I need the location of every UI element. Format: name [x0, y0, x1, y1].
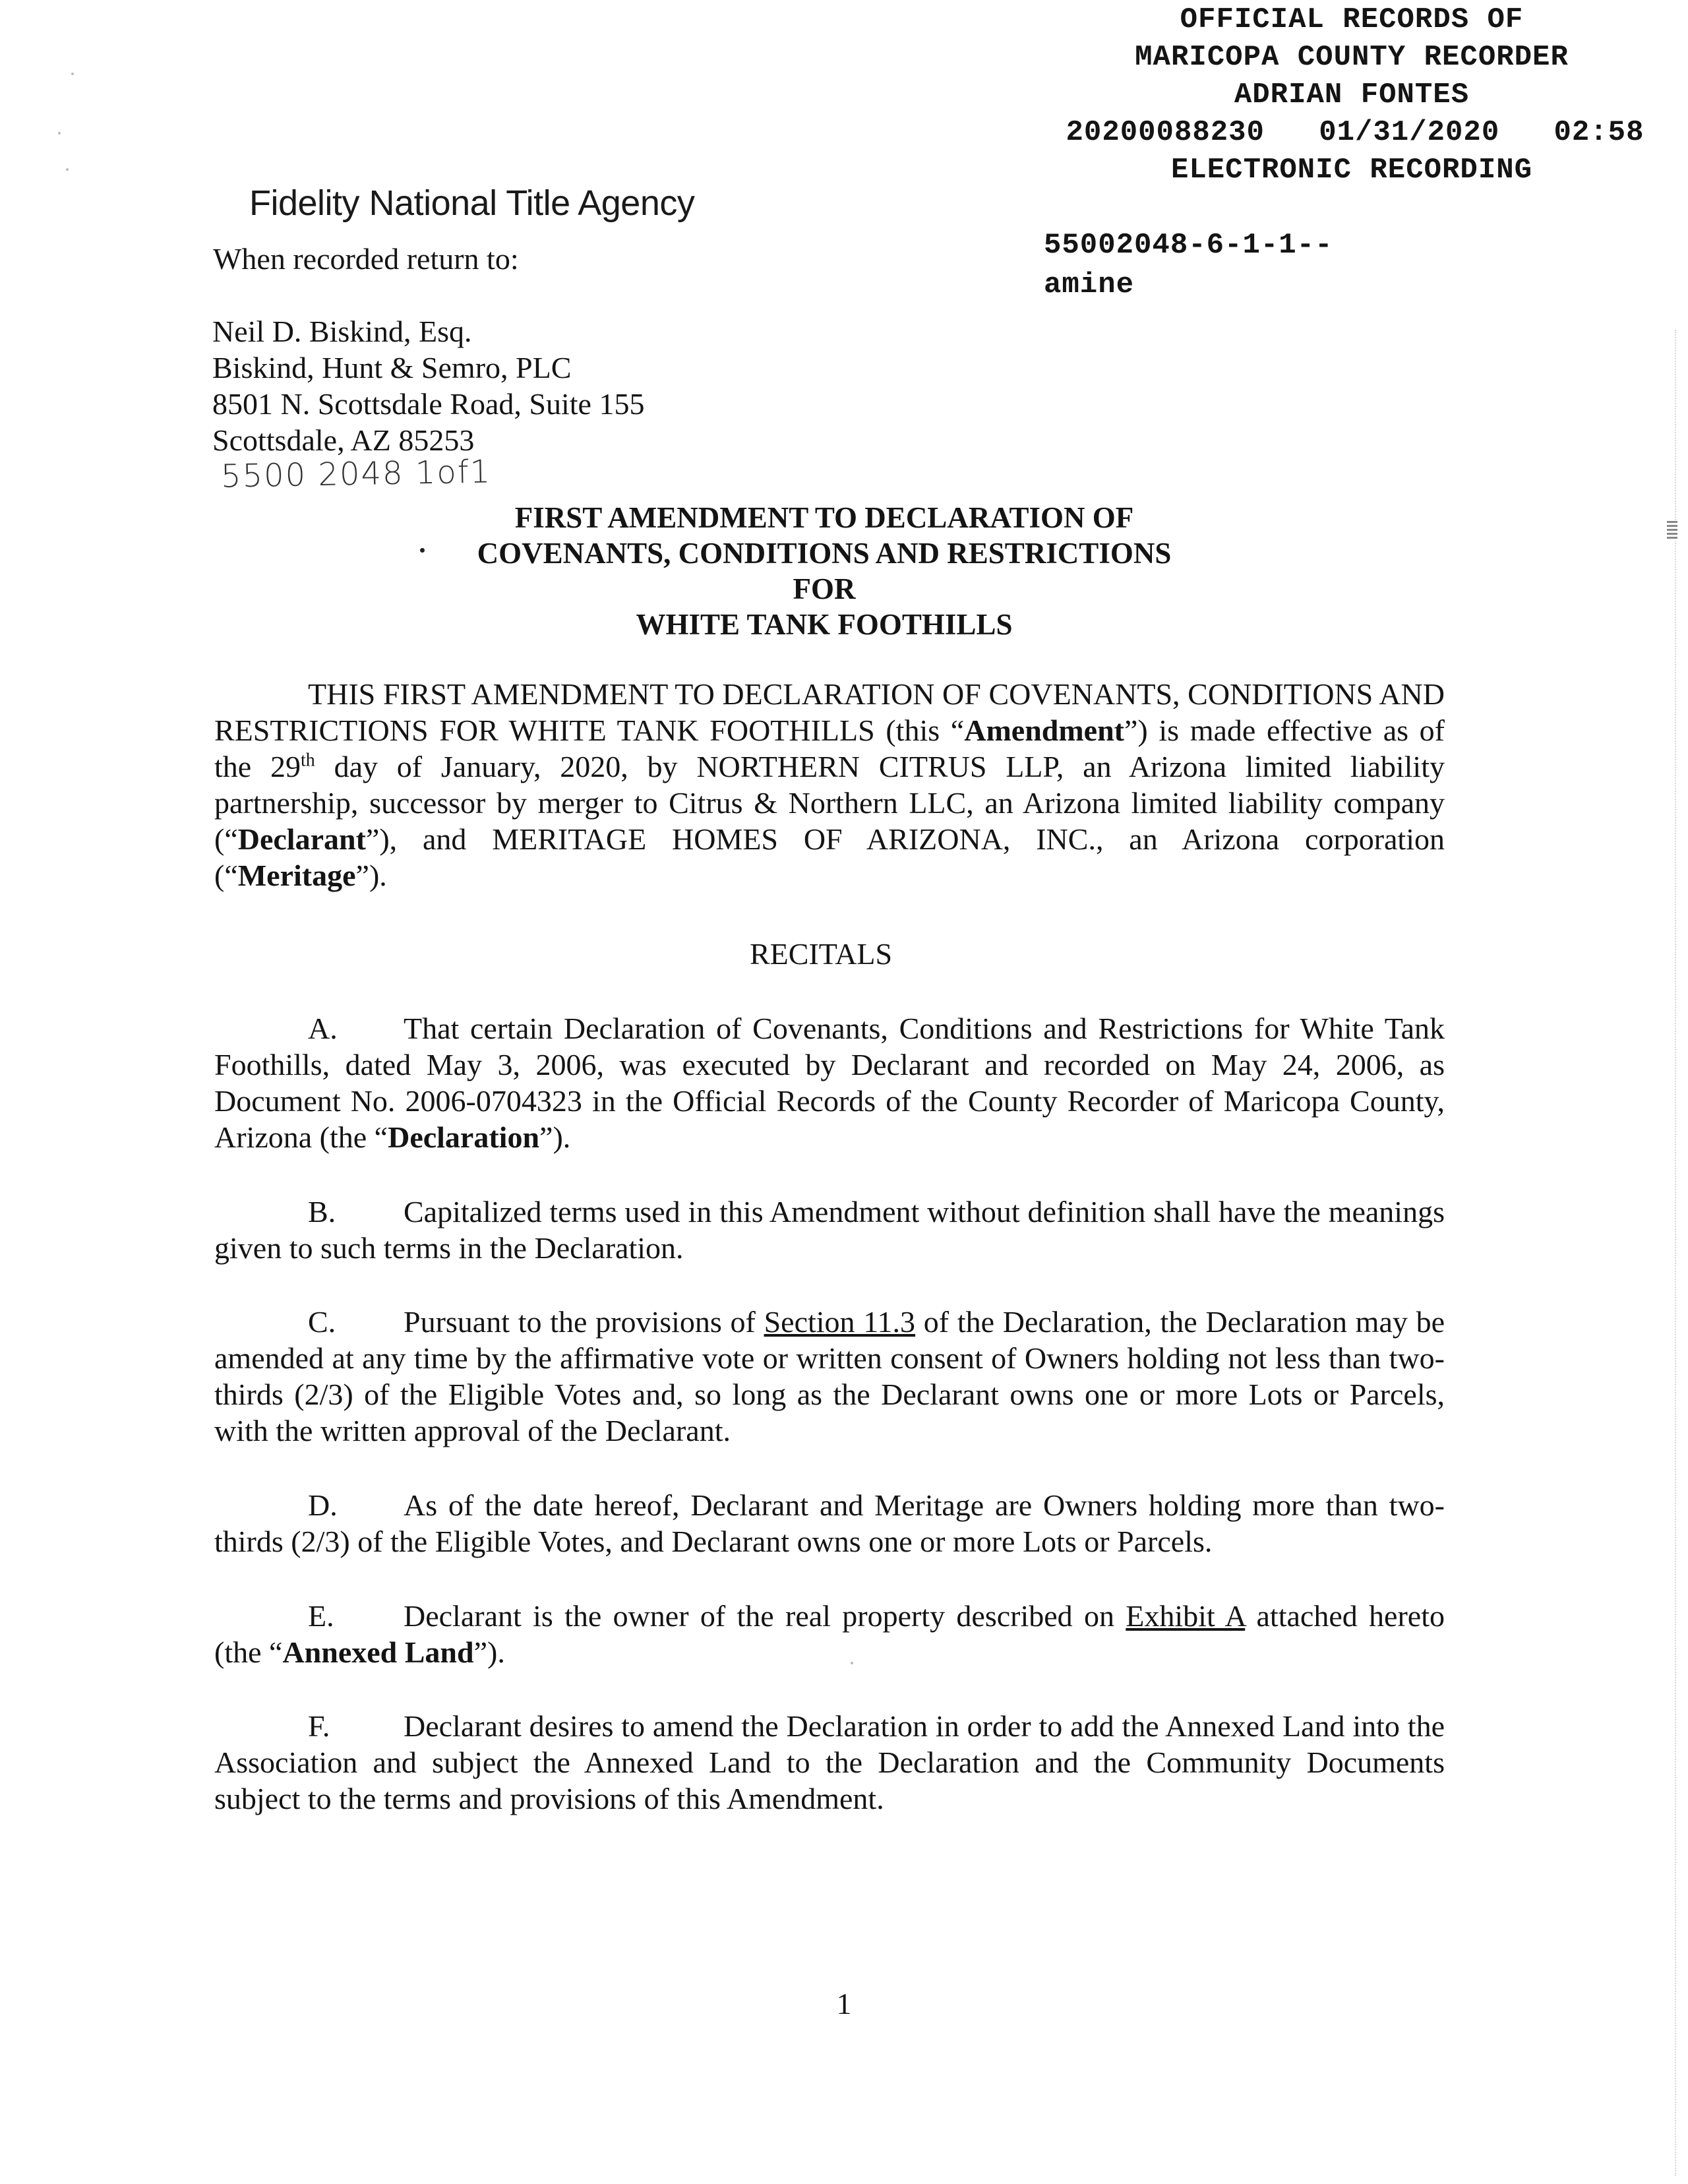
scan-dot — [420, 548, 425, 553]
scan-edge-artifact — [1671, 330, 1676, 2176]
recital-letter: A. — [308, 1012, 338, 1045]
recital-text: As of the date hereof, Declarant and Meritage are Owners holding more than two-thirds (2/3) of the Eligible Votes, and Declarant owns one or more Lots or Parcels. — [214, 1488, 1445, 1558]
recital-letter: D. — [308, 1488, 338, 1522]
recorder-date: 01/31/2020 — [1319, 116, 1500, 149]
address-line-3: 8501 N. Scottsdale Road, Suite 155 — [212, 387, 645, 421]
intro-text-1: THIS FIRST AMENDMENT TO DECLARATION OF COVENANTS, CONDITIONS AND RESTRICTIONS FOR WHITE TANK FOOTHILLS (this “ — [214, 677, 1445, 747]
scan-speck — [66, 168, 69, 171]
recorder-time: 02:58 — [1553, 116, 1644, 149]
scan-speck — [71, 73, 74, 75]
address-line-2: Biskind, Hunt & Semro, PLC — [212, 351, 572, 384]
term-declarant: Declarant — [237, 822, 366, 856]
recorder-line-5: ELECTRONIC RECORDING — [1170, 154, 1533, 187]
recital-e — [214, 1598, 1445, 1670]
recorder-stamp — [1029, 1, 1675, 189]
recital-end: ”). — [539, 1120, 571, 1154]
term-declaration: Declaration — [388, 1120, 540, 1154]
intro-text-3: day of January, 2020, by NORTHERN CITRUS LLP, an Arizona limited liability partnership, successor by merger to Citrus & Northern LLC, an Arizona limited liability company (“ — [214, 750, 1445, 856]
intro-text-5: ”). — [355, 859, 387, 892]
intro-text-4: ”), and MERITAGE HOMES OF ARIZONA, INC., an Arizona corporation (“ — [214, 822, 1445, 892]
handwritten-note: 5500 2048 1of1 — [220, 453, 492, 495]
page-number: 1 — [836, 1987, 852, 2020]
term-amendment: Amendment — [964, 713, 1124, 747]
recital-f — [214, 1708, 1445, 1817]
address-line-4: Scottsdale, AZ 85253 — [212, 423, 475, 457]
recorder-line-3: ADRIAN FONTES — [1234, 78, 1470, 111]
recital-text: Declarant desires to amend the Declaration in order to add the Annexed Land into the Association and subject the Annexed Land to the Declaration and the Community Documents subject to the terms and provisions of this Amendment. — [214, 1709, 1445, 1815]
recital-text: Capitalized terms used in this Amendment without definition shall have the meanings given to such terms in the Declaration. — [214, 1195, 1445, 1265]
title-line-4: WHITE TANK FOOTHILLS — [636, 608, 1013, 641]
address-line-1: Neil D. Biskind, Esq. — [212, 315, 472, 348]
recital-text-continued: of the Declaration, the Declaration may be amended at any time by the affirmative vote or written consent of Owners holding not less than two-thirds (2/3) of the Eligible Votes and, so long as the Declarant owns one or more Lots or Parcels, with the written approval of the Declarant. — [214, 1305, 1445, 1447]
scan-speck — [58, 132, 61, 135]
intro-paragraph — [214, 676, 1445, 894]
recorder-line-2: MARICOPA COUNTY RECORDER — [1135, 41, 1569, 74]
recording-code — [1044, 226, 1333, 305]
recorder-document-number: 20200088230 — [1066, 116, 1265, 149]
title-line-2: COVENANTS, CONDITIONS AND RESTRICTIONS — [477, 537, 1172, 570]
recorder-number-line — [1029, 114, 1675, 152]
recital-text: Pursuant to the provisions of — [404, 1305, 764, 1339]
recital-text-continued: attached hereto (the “ — [214, 1599, 1445, 1669]
recital-d — [214, 1487, 1445, 1560]
section-reference: Section 11.3 — [764, 1305, 916, 1339]
return-address — [212, 313, 644, 458]
scan-margin-mark — [1667, 521, 1677, 541]
title-line-1: FIRST AMENDMENT TO DECLARATION OF — [514, 501, 1134, 534]
recital-letter: B. — [308, 1195, 336, 1228]
ordinal-suffix: th — [301, 750, 315, 771]
recital-end: ”). — [473, 1635, 505, 1669]
recital-b — [214, 1194, 1445, 1266]
recital-letter: E. — [308, 1599, 334, 1633]
recitals-heading: RECITALS — [750, 937, 893, 971]
recital-a — [214, 1010, 1445, 1155]
recording-code-line-2: amine — [1044, 268, 1135, 301]
term-meritage: Meritage — [237, 859, 356, 892]
recital-text: That certain Declaration of Covenants, Conditions and Restrictions for White Tank Foothills, dated May 3, 2006, was executed by Declarant and recorded on May 24, 2006, as Document No. 2006-0704323 in the Official Records of the County Recorder of Maricopa County, Arizona (the “ — [214, 1012, 1445, 1154]
recorder-line-1: OFFICIAL RECORDS OF — [1180, 3, 1524, 36]
recital-letter: C. — [308, 1305, 336, 1339]
term-annexed-land: Annexed Land — [282, 1635, 474, 1669]
recital-text: Declarant is the owner of the real property described on — [404, 1599, 1126, 1633]
recital-letter: F. — [308, 1709, 330, 1743]
scan-speck — [851, 1662, 853, 1664]
recording-code-line-1: 55002048-6-1-1-- — [1044, 229, 1333, 262]
exhibit-reference: Exhibit A — [1126, 1599, 1246, 1633]
recital-c — [214, 1304, 1445, 1449]
intro-text-2: ”) is made effective as of the 29 — [214, 713, 1445, 783]
return-to-label: When recorded return to: — [213, 242, 519, 276]
title-line-3: FOR — [793, 572, 856, 605]
title-agency-stamp: Fidelity National Title Agency — [249, 183, 695, 223]
document-title — [382, 500, 1266, 642]
